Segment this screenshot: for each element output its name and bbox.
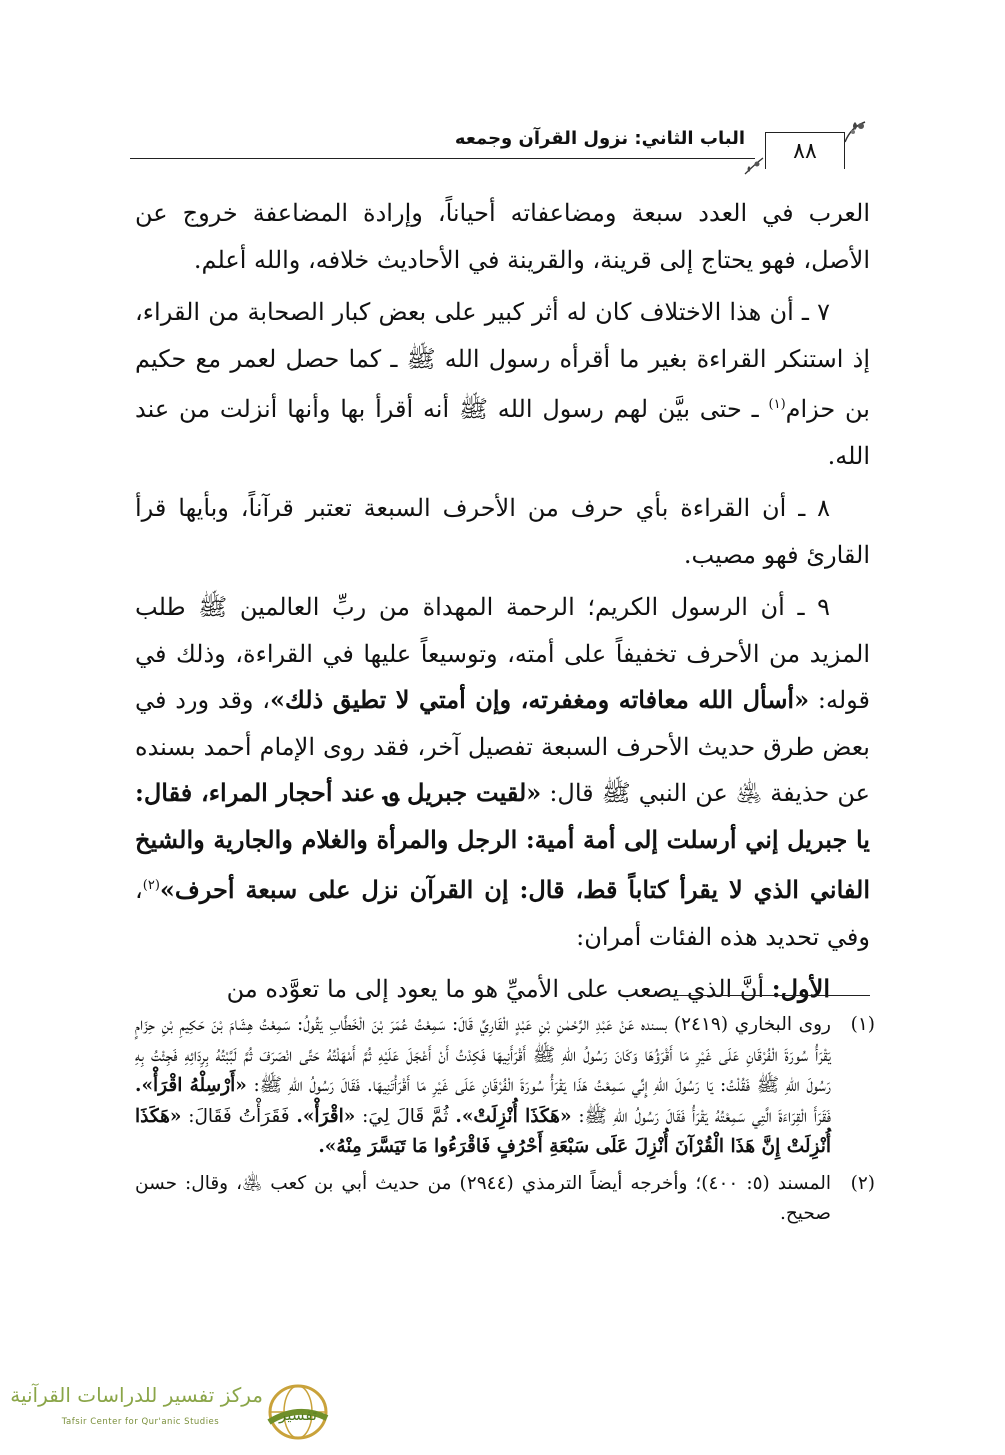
footnote-marker[interactable]: (١) — [768, 397, 786, 412]
footnote-number: (٢) — [850, 1172, 875, 1194]
hadith-quote: «هَكَذَا أُنْزِلَتْ إِنَّ هَذَا الْقُرْآنَ أُنْزِلَ عَلَى سَبْعَةِ أَحْرُفٍ فَاقْرَءُوا مَا تَيَسَّرَ مِنْهُ». — [135, 1105, 831, 1157]
corner-ornament-icon — [743, 154, 765, 176]
globe-logo-icon — [263, 1382, 333, 1442]
point-lead: الأول: — [771, 974, 830, 1003]
footnote — [135, 1010, 875, 1163]
page-number: ٨٨ — [765, 132, 845, 169]
paragraph-text: ٧ ـ أن هذا الاختلاف كان له أثر كبير على بعض كبار الصحابة من القراء، إذ استنكر القراءة بغير ما أقرأه رسول الله ﷺ ـ كما حصل لعمر مع حكيم بن حزام — [135, 298, 870, 423]
footnote-text: المسند (٥: ٤٠٠)؛ وأخرجه أيضاً الترمذي (٢٩٤٤) من حديث أبي بن كعب ﵁، وقال: حسن صحيح. — [135, 1172, 831, 1224]
paragraph-text: ـ حتى بيَّن لهم رسول الله ﷺ أنه أقرأ بها وأنها أنزلت من عند الله. — [135, 395, 870, 470]
footnote-marker[interactable]: (٢) — [142, 878, 160, 893]
footnote-segment: فَقَرَأْتُ فَقَالَ: — [181, 1105, 297, 1127]
footnote-segment: ثُمَّ قَالَ لِيَ: — [355, 1105, 456, 1127]
paragraph-text: ، وقد ورد في بعض طرق حديث الأحرف السبعة تفصيل آخر، فقد روى الإمام أحمد بسنده عن حذيفة ﵁ عن النبي ﷺ قال: — [135, 686, 870, 807]
paragraph-text: ، وفي تحديد هذه الفئات أمران: — [135, 876, 870, 951]
hadith-quote: «اقْرَأْ». — [296, 1105, 356, 1127]
chapter-title: الباب الثاني: نزول القرآن وجمعه — [454, 128, 745, 149]
logo-english-name: Tafsir Center for Qur'anic Studies — [61, 1417, 220, 1427]
paragraph — [135, 289, 870, 479]
footnote-segment: فَقَرَأَ الْقِرَاءَةَ الَّتِي سَمِعْتُهُ يَقْرَأُ فَقَالَ رَسُولُ اللهِ ﷺ: — [571, 1105, 831, 1127]
page-header — [130, 118, 875, 178]
header-rule — [130, 158, 755, 159]
paragraph-text: ٩ ـ أن الرسول الكريم؛ الرحمة المهداة من ربِّ العالمين ﷺ طلب المزيد من الأحرف تخفيفاً على أمته، وتوسيعاً عليها في القراءة، وذلك في قوله: — [135, 593, 870, 714]
paragraph — [135, 190, 870, 283]
paragraph-text: ٨ ـ أن القراءة بأي حرف من الأحرف السبعة تعتبر قرآناً، وبأيها قرأ القارئ فهو مصيب. — [135, 494, 870, 569]
paragraph-text: أنَّ الذي يصعب على الأميِّ هو ما يعود إلى ما تعوَّده من — [226, 975, 772, 1003]
paragraph-text: العرب في العدد سبعة ومضاعفاته أحياناً، وإرادة المضاعفة خروج عن الأصل، فهو يحتاج إلى قرينة، والقرينة في الأحاديث خلافه، والله أعلم. — [135, 199, 870, 274]
paragraph — [135, 966, 870, 1013]
logo-arabic-name: مركز تفسير للدراسات القرآنية — [10, 1383, 263, 1407]
footnote-number: (١) — [850, 1014, 875, 1035]
main-text — [135, 190, 870, 1019]
hadith-quote: «لقيت جبريل ؈ عند أحجار المراء، فقال: يا جبريل إني أرسلت إلى أمة أمية: الرجل والمرأة والغلام والجارية والشيخ الفاني الذي لا يقرأ كتاباً قط، قال: إن القرآن نزل على سبعة أحرف» — [135, 778, 870, 904]
footnote-segment: روى البخاري (٢٤١٩) بسنده عَنْ عَبْدِ الرَّحْمٰنِ بْنِ عَبْدٍ الْقَارِيِّ قَالَ: سَمِعْتُ عُمَرَ بْنَ الْخَطَّابِ يَقُولُ: سَمِعْتُ هِشَامَ بْنَ حَكِيمِ بْنِ حِزَامٍ يَقْرَأُ سُورَةَ الْفُرْقَانِ عَلَى غَيْرِ مَا أَقْرَؤُهَا وَكَانَ رَسُولُ اللهِ ﷺ أَقْرَأَنِيهَا فَكِدْتُ أَنْ أَعْجَلَ عَلَيْهِ ثُمَّ أَمْهَلْتُهُ حَتَّى انْصَرَفَ ثُمَّ لَبَّبْتُهُ بِرِدَائِهِ فَجِئْتُ بِهِ رَسُولَ اللهِ ﷺ فَقُلْتُ: يَا رَسُولَ اللهِ إِنِّي سَمِعْتُ هَذَا يَقْرَأُ سُورَةَ الْفُرْقَانِ عَلَى غَيْرِ مَا أَقْرَأْتَنِيهَا. فَقَالَ رَسُولُ اللهِ ﷺ: — [135, 1014, 831, 1096]
logo-mark: تفسير — [279, 1406, 317, 1424]
hadith-quote: «أسأل الله معافاته ومغفرته، وإن أمتي لا تطيق ذلك» — [270, 685, 810, 714]
publisher-logo — [8, 1377, 338, 1447]
footnote-separator — [660, 995, 870, 996]
paragraph — [135, 485, 870, 578]
footnote-text — [135, 1010, 831, 1163]
corner-ornament-icon — [841, 118, 869, 146]
hadith-quote: «هَكَذَا أُنْزِلَتْ». — [455, 1105, 572, 1127]
footnotes — [135, 1010, 875, 1236]
hadith-quote: «أَرْسِلْهُ اقْرَأْ». — [135, 1075, 247, 1096]
footnote — [135, 1169, 875, 1230]
paragraph — [135, 584, 870, 960]
